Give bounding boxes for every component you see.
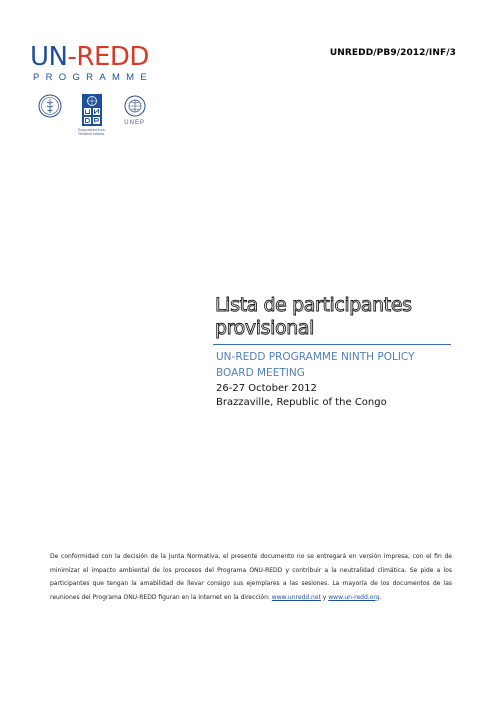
- un-redd-logo: [30, 44, 153, 83]
- fao-emblem-icon: [38, 94, 62, 118]
- meeting-location: Brazzaville, Republic of the Congo: [216, 397, 387, 408]
- logo-dash-text: -: [67, 42, 77, 72]
- document-title: [215, 294, 455, 340]
- title-divider: [213, 344, 451, 345]
- undp-logo-icon: [82, 94, 102, 126]
- subtitle-line2: BOARD MEETING: [216, 367, 305, 379]
- unep-logo-icon: [122, 94, 148, 120]
- meeting-date: 26-27 October 2012: [216, 383, 317, 394]
- unep-label: UNEP: [124, 120, 145, 126]
- meeting-subtitle: [216, 349, 446, 381]
- subtitle-line1: UN-REDD PROGRAMME NINTH POLICY: [216, 351, 415, 363]
- footnote-joiner: y: [320, 593, 329, 601]
- logo-redd-text: REDD: [76, 42, 149, 72]
- logo-wordmark: [30, 44, 153, 70]
- footnote-text: De conformidad con la decisión de la Junta Normativa, el presente documento no se entregará en versión impresa, con el fin de minimizar el impacto ambiental de los procesos del Programa ONU-REDD y contribuir a la neutralidad climática. Se pide a los participantes que tengan la amabilidad de llevar consigo sus ejemplares a las sesiones. La mayoría de los documentos de las reuniones del Programa ONU-REDD figuran en la Internet en la dirección:: [50, 553, 452, 601]
- undp-logo: [78, 94, 106, 136]
- fao-logo: [38, 94, 62, 118]
- footnote-end: .: [379, 593, 382, 601]
- document-code: UNREDD/PB9/2012/INF/3: [329, 48, 456, 58]
- undp-caption-line1: Empowered lives.: [78, 128, 106, 132]
- undp-caption: [78, 128, 106, 136]
- undp-caption-line2: Resilient nations.: [78, 132, 106, 136]
- logo-un-text: UN: [30, 42, 68, 72]
- unep-logo: [122, 94, 148, 125]
- title-line2: provisional: [215, 317, 314, 339]
- un-redd-org-link[interactable]: www.un-redd.org: [328, 593, 380, 601]
- environmental-footnote: [50, 550, 452, 604]
- unredd-net-link[interactable]: www.unredd.net: [271, 593, 321, 601]
- title-line1: Lista de participantes: [215, 294, 412, 316]
- logo-programme-text: PROGRAMME: [33, 72, 154, 83]
- meeting-details: [216, 382, 446, 410]
- partner-logos: [38, 94, 148, 136]
